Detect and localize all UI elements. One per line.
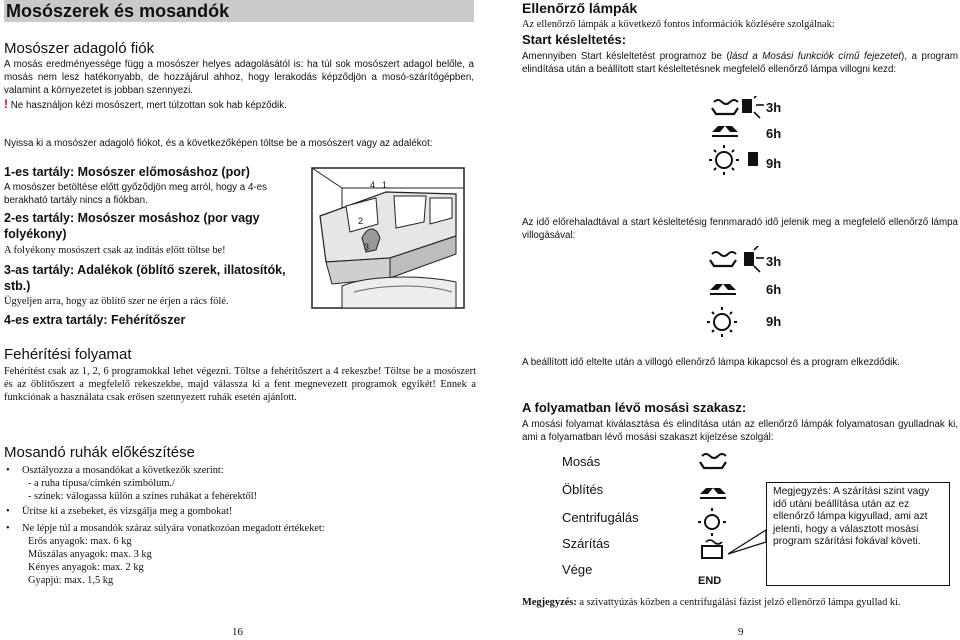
spin-lamp-icon	[709, 145, 758, 175]
phase-end: Vége	[562, 562, 593, 577]
compartment-2-title: 2-es tartály: Mosószer mosáshoz (por vagy folyékony)	[4, 211, 260, 241]
compartment-3-title: 3-as tartály: Adalékok (öblítő szerek, illatosítók, stb.)	[4, 263, 286, 293]
dry-lamp-icon	[702, 540, 722, 558]
preparation-list	[4, 464, 474, 587]
page-number-left: 16	[232, 626, 243, 638]
note-callout: Megjegyzés: A szárítási szint vagy idő utáni beállítása után az ez ellenőrző lámpa kigyullad, ami azt jelenti, hogy a választott mosási program szárítási fokával követi.	[766, 482, 950, 586]
compartment-1-text: A mosószer betöltése előtt győződjön meg arról, hogy a 4-es berakható tartály nincs a fiókban.	[4, 182, 268, 206]
drawer-label-4: 4	[370, 180, 376, 190]
phase-wash: Mosás	[562, 454, 601, 469]
weight-item: Műszálas anyagok: max. 3 kg	[28, 549, 152, 560]
progress-text: Az idő előrehaladtával a start késleltetésig fennmaradó idő jelenik meg a megfelelő ellenőrző lámpa villogásával:	[522, 217, 958, 241]
phase-icons	[696, 448, 756, 594]
drawer-label-2: 2	[358, 216, 364, 226]
compartment-2-text: A folyékony mosószert csak az indítás előtt töltse be!	[4, 245, 226, 256]
lamps-intro: Az ellenőrző lámpák a következő fontos információk közlésére szolgálnak:	[522, 19, 835, 30]
lamp-3h: 3h	[766, 254, 782, 269]
phase-spin: Centrifugálás	[562, 510, 639, 525]
list-item: - a ruha típusa/címkén szimbólum./	[28, 478, 175, 489]
list-item: • Ne lépje túl a mosandók száraz súlyára vonatkozóan megadott értékeket:	[4, 522, 474, 535]
list-item: • Osztályozza a mosandókat a következők szerint:	[4, 464, 474, 477]
rinse-lamp-icon	[710, 284, 736, 294]
start-delay-title: Start késleltetés:	[522, 32, 627, 47]
start-after-text: A beállított idő eltelte után a villogó ellenőrző lámpa kikapcsol és a program elkezdődik.	[522, 357, 900, 368]
section-title-dispenser: Mosószer adagoló fiók	[4, 40, 155, 57]
end-label: END	[698, 575, 722, 587]
callout-pointer	[728, 528, 768, 558]
compartment-3-text: Ügyeljen arra, hogy az öblítő szer ne érjen a rács fölé.	[4, 296, 229, 307]
dispenser-warning: ! Ne használjon kézi mosószert, mert túlzottan sok hab képződik.	[4, 97, 287, 111]
warning-icon: !	[4, 97, 8, 111]
drawer-label-1: 1	[382, 180, 388, 190]
phase-dry: Szárítás	[562, 536, 610, 551]
lamp-6h: 6h	[766, 126, 782, 141]
lamp-9h: 9h	[766, 314, 782, 329]
list-item: - színek: válogassa külön a színes ruhákat a fehérektől!	[28, 491, 258, 502]
page-title: Mosószerek és mosandók	[4, 0, 474, 22]
section-title-preparation: Mosandó ruhák előkészítése	[4, 444, 195, 461]
weight-item: Erős anyagok: max. 6 kg	[28, 536, 132, 547]
bleaching-paragraph: Fehérítést csak az 1, 2, 6 programokkal lehet végezni. Töltse a fehérítőszert a 4 rekeszbe! Töltse be a mosószert és az öblítőszert a megfelelő rekeszekbe, majd válassza ki a fent megnevezett programok egyikét! Ennek a funkciónak a használata csak erősen szennyezett ruhák esetén ajánlott.	[4, 366, 476, 403]
footnote: Megjegyzés: a szivattyúzás közben a centrifugálási fázist jelző ellenőrző lámpa gyullad ki.	[522, 597, 901, 608]
rinse-lamp-icon	[700, 488, 726, 498]
spin-lamp-icon	[698, 508, 726, 536]
lamp-group-2	[706, 246, 802, 342]
lamp-6h: 6h	[766, 282, 782, 297]
phase-text: A mosási folyamat kiválasztása és elindítása után az ellenőrző lámpák folyamatosan gyulladnak ki, ami a folyamatban lévő mosási szakaszt kijelzése szolgál:	[522, 419, 958, 443]
detergent-drawer-illustration	[306, 166, 470, 312]
spin-lamp-icon	[707, 307, 737, 337]
page-number-right: 9	[738, 626, 744, 638]
drawer-label-3: 3	[364, 242, 370, 252]
flash-icon	[754, 96, 764, 118]
wash-lamp-icon	[700, 454, 726, 468]
phase-title: A folyamatban lévő mosási szakasz:	[522, 400, 747, 415]
phase-rinse: Öblítés	[562, 482, 604, 497]
phase-panel	[558, 448, 958, 594]
weight-item: Gyapjú: max. 1,5 kg	[28, 575, 114, 586]
flash-icon	[754, 246, 764, 272]
lamp-group-1	[708, 96, 798, 180]
wash-lamp-icon	[712, 99, 752, 114]
rinse-lamp-icon	[712, 126, 738, 136]
fill-intro: Nyissa ki a mosószer adagoló fiókot, és a következőképen töltse be a mosószert vagy az adalékot:	[4, 138, 433, 149]
lamp-9h: 9h	[766, 156, 782, 171]
start-delay-text: Amennyiben Start késleltetést programoz be (lásd a Mosási funkciók című fejezetet), a program elindítása után a beállított start késleltetésnek megfelelő ellenőrző lámpa villogni kezd:	[522, 51, 958, 75]
list-item: • Ürítse ki a zsebeket, és vizsgálja meg a gombokat!	[4, 505, 474, 518]
lamp-3h: 3h	[766, 100, 782, 115]
wash-lamp-icon	[710, 252, 736, 266]
compartment-4-title: 4-es extra tartály: Fehérítőszer	[4, 313, 186, 327]
section-title-lamps: Ellenőrző lámpák	[522, 0, 638, 16]
dispenser-paragraph: A mosás eredményessége függ a mosószer helyes adagolásától is: ha túl sok mosószert adagol belőle, a mosás nem lesz hatékonyabb, de hozzájárul ahhoz, hogy lerakodás képződjön a mosó-szárítógépben, valamint a környezetet is jobban szennyezi.	[4, 59, 474, 96]
section-title-bleaching: Fehérítési folyamat	[4, 346, 132, 363]
weight-item: Kényes anyagok: max. 2 kg	[28, 562, 144, 573]
compartment-1-title: 1-es tartály: Mosószer előmosáshoz (por)	[4, 165, 250, 179]
